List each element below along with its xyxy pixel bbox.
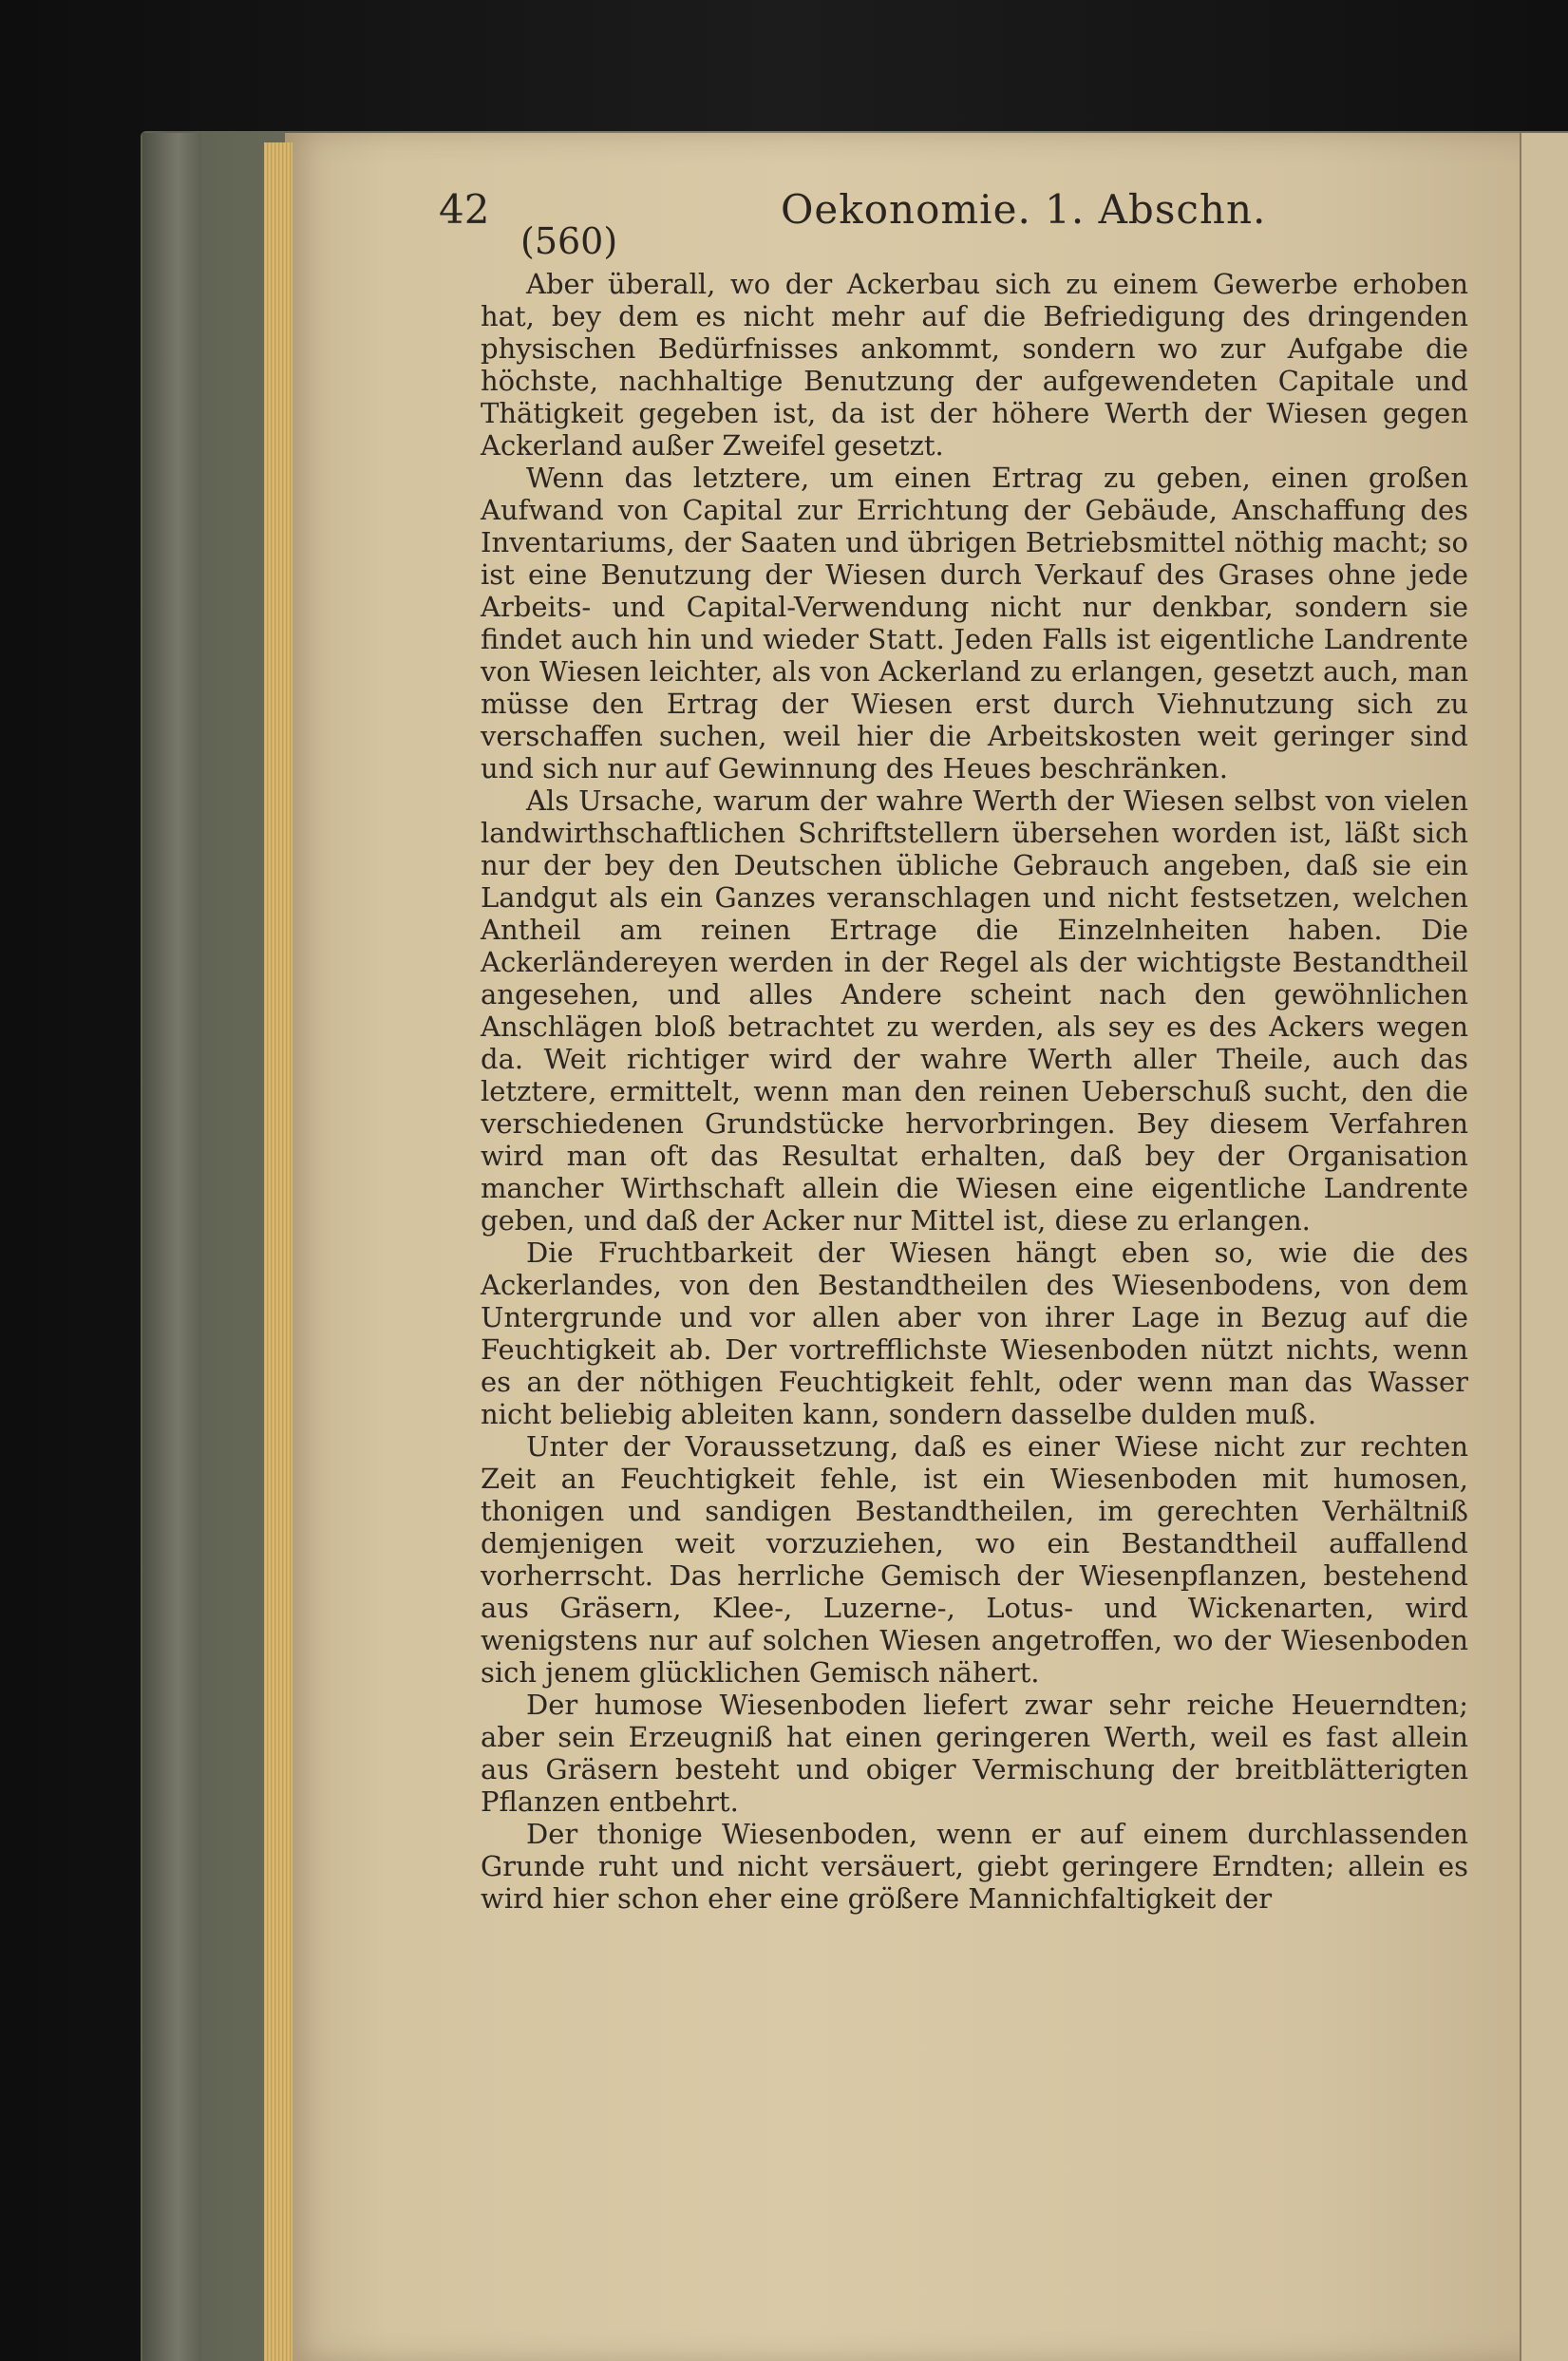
- body-text: [481, 268, 1468, 1915]
- book-cover-edge: [142, 133, 201, 2361]
- page-edges: [264, 142, 293, 2361]
- running-head: Oekonomie. 1. Abschn.: [781, 186, 1267, 233]
- paragraph: Der humose Wiesenboden liefert zwar sehr reiche Heuerndten; aber sein Erzeugniß hat einen geringeren Werth, weil es fast allein aus Gräsern besteht und obiger Vermischung der breitblätterigten Pflanzen entbehrt.: [481, 1689, 1468, 1818]
- paragraph: Wenn das letztere, um einen Ertrag zu geben, einen großen Aufwand von Capital zur Errichtung der Gebäude, Anschaffung des Inventariums, der Saaten und übrigen Betriebsmittel nöthig macht; so ist eine Benutzung der Wiesen durch Verkauf des Grases ohne jede Arbeits- und Capital-Verwendung nicht nur denkbar, sondern sie findet auch hin und wieder Statt. Jeden Falls ist eigentliche Landrente von Wiesen leichter, als von Ackerland zu erlangen, gesetzt auch, man müsse den Ertrag der Wiesen erst durch Viehnutzung sich zu verschaffen suchen, weil hier die Arbeitskosten weit geringer sind und sich nur auf Gewinnung des Heues beschränken.: [481, 462, 1468, 784]
- facing-page-edge: [1520, 133, 1568, 2361]
- paragraph: Der thonige Wiesenboden, wenn er auf einem durchlassenden Grunde ruht und nicht versäuert, giebt geringere Erndten; allein es wird hier schon eher eine größere Mannichfaltigkeit der: [481, 1818, 1468, 1915]
- paragraph: Die Fruchtbarkeit der Wiesen hängt eben so, wie die des Ackerlandes, von den Bestandtheilen des Wiesenbodens, von dem Untergrunde und vor allen aber von ihrer Lage in Bezug auf die Feuchtigkeit ab. Der vortrefflichste Wiesenboden nützt nichts, wenn es an der nöthigen Feuchtigkeit fehlt, oder wenn man das Wasser nicht beliebig ableiten kann, sondern dasselbe dulden muß.: [481, 1237, 1468, 1430]
- paragraph: Unter der Voraussetzung, daß es einer Wiese nicht zur rechten Zeit an Feuchtigkeit fehle, ist ein Wiesenboden mit humosen, thonigen und sandigen Bestandtheilen, im gerechten Verhältniß demjenigen weit vorzuziehen, wo ein Bestandtheil auffallend vorherrscht. Das herrliche Gemisch der Wiesenpflanzen, bestehend aus Gräsern, Klee-, Luzerne-, Lotus- und Wickenarten, wird wenigstens nur auf solchen Wiesen angetroffen, wo der Wiesenboden sich jenem glücklichen Gemisch nähert.: [481, 1430, 1468, 1689]
- paragraph: Als Ursache, warum der wahre Werth der Wiesen selbst von vielen landwirthschaftlichen Schriftstellern übersehen worden ist, läßt sich nur der bey den Deutschen übliche Gebrauch angeben, daß sie ein Landgut als ein Ganzes veranschlagen und nicht festsetzen, welchen Antheil am reinen Ertrage die Einzelnheiten haben. Die Ackerländereyen werden in der Regel als der wichtigste Bestandtheil angesehen, und alles Andere scheint nach den gewöhnlichen Anschlägen bloß betrachtet zu werden, als sey es des Ackers wegen da. Weit richtiger wird der wahre Werth aller Theile, auch das letztere, ermittelt, wenn man den reinen Ueberschuß sucht, den die verschiedenen Grundstücke hervorbringen. Bey diesem Verfahren wird man oft das Resultat erhalten, daß bey der Organisation mancher Wirthschaft allein die Wiesen eine eigentliche Landrente geben, und daß der Acker nur Mittel ist, diese zu erlangen.: [481, 784, 1468, 1237]
- page-number: 42: [439, 186, 490, 233]
- section-number: (560): [520, 220, 618, 262]
- paragraph: Aber überall, wo der Ackerbau sich zu einem Gewerbe erhoben hat, bey dem es nicht mehr auf die Befriedigung des dringenden physischen Bedürfnisses ankommt, sondern wo zur Aufgabe die höchste, nachhaltige Benutzung der aufgewendeten Capitale und Thätigkeit gegeben ist, da ist der höhere Werth der Wiesen gegen Ackerland außer Zweifel gesetzt.: [481, 268, 1468, 462]
